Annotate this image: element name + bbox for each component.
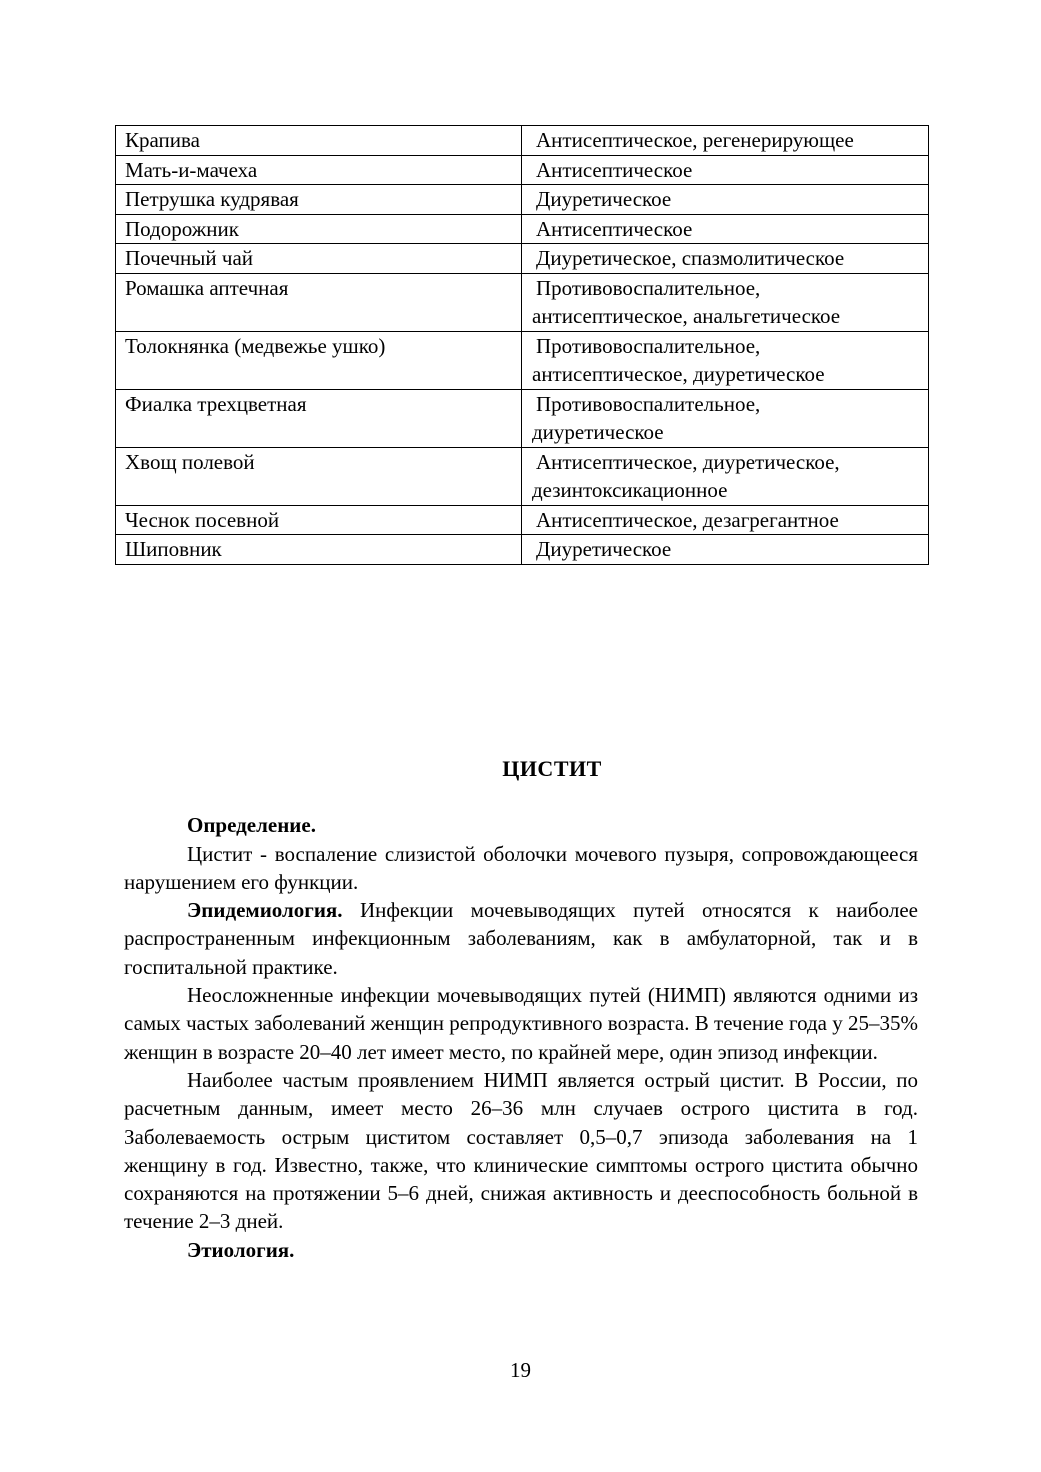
table-row <box>116 331 929 389</box>
table-row <box>116 214 929 244</box>
effect-cell <box>522 155 929 185</box>
effect-text: Противовоспалительное, <box>536 275 761 300</box>
cystitis-paragraph: Наиболее частым проявлением НИМП является острый цистит. В России, по расчетным данным, имеет место 26–36 млн случаев острого цистита в год. Заболеваемость острым циститом составляет 0,5–0,7 эпизода заболевания на 1 женщину в год. Известно, также, что клинические симптомы острого цистита обычно сохраняются на протяжении 5–6 дней, снижая активность и дееспособность больной в течение 2–3 дней. <box>124 1067 918 1234</box>
effect-text-line2: антисептическое, диуретическое <box>532 362 825 386</box>
effect-text: Противовоспалительное, <box>536 391 761 416</box>
table-row <box>116 447 929 505</box>
page-number: 19 <box>510 1358 531 1382</box>
effect-text-line2: дезинтоксикационное <box>532 478 728 502</box>
plant-cell: Ромашка аптечная <box>116 273 522 331</box>
plant-cell: Крапива <box>116 126 522 156</box>
effect-text: Диуретическое, спазмолитическое <box>536 246 845 270</box>
plant-cell: Почечный чай <box>116 244 522 274</box>
effect-cell <box>522 244 929 274</box>
effect-text: Антисептическое, диуретическое, <box>536 449 840 474</box>
plant-cell: Фиалка трехцветная <box>116 389 522 447</box>
effect-cell <box>522 447 929 505</box>
effect-cell <box>522 214 929 244</box>
effect-text: Антисептическое <box>536 157 693 182</box>
effect-cell <box>522 389 929 447</box>
effect-text: Диуретическое <box>536 537 672 561</box>
effect-cell <box>522 273 929 331</box>
plant-cell: Шиповник <box>116 535 522 565</box>
effect-cell <box>522 126 929 156</box>
table-row <box>116 155 929 185</box>
table-row <box>116 244 929 274</box>
plant-cell: Мать-и-мачеха <box>116 155 522 185</box>
plant-cell: Толокнянка (медвежье ушко) <box>116 331 522 389</box>
table-row <box>116 505 929 535</box>
herbs-table <box>115 125 929 565</box>
effect-cell <box>522 331 929 389</box>
effect-cell <box>522 185 929 215</box>
epidemiology-paragraph <box>124 896 918 981</box>
effect-text: Противовоспалительное, <box>536 333 761 358</box>
table-row <box>116 389 929 447</box>
plant-cell: Хвощ полевой <box>116 447 522 505</box>
table-row <box>116 185 929 215</box>
effect-text: Антисептическое <box>536 216 693 241</box>
section-title: ЦИСТИТ <box>502 756 602 781</box>
definition-heading: Определение. <box>187 813 316 838</box>
plant-cell: Петрушка кудрявая <box>116 185 522 215</box>
effect-text: Диуретическое <box>536 187 672 211</box>
section-content <box>124 755 918 1264</box>
plant-cell: Чеснок посевной <box>116 505 522 535</box>
effect-cell <box>522 535 929 565</box>
epidemiology-text: Инфекции мочевыводящих путей относятся к наиболее распространенным инфекционным заболеваниям, как в амбулаторной, так и в госпитальной практике. <box>124 898 918 979</box>
effect-text-line2: антисептическое, анальгетическое <box>532 304 841 328</box>
nimp-paragraph: Неосложненные инфекции мочевыводящих путей (НИМП) являются одними из самых частых заболеваний женщин репродуктивного возраста. В течение года у 25–35% женщин в возрасте 20–40 лет имеет место, по крайней мере, один эпизод инфекции. <box>124 983 918 1064</box>
table-row <box>116 535 929 565</box>
definition-paragraph: Цистит - воспаление слизистой оболочки мочевого пузыря, сопровождающееся нарушением его функции. <box>124 841 918 894</box>
effect-text-line2: диуретическое <box>532 420 664 444</box>
effect-text: Антисептическое, регенерирующее <box>536 128 854 152</box>
table-row <box>116 126 929 156</box>
etiology-heading: Этиология. <box>187 1237 295 1262</box>
epidemiology-heading: Эпидемиология. <box>187 898 343 923</box>
effect-cell <box>522 505 929 535</box>
plant-cell: Подорожник <box>116 214 522 244</box>
effect-text: Антисептическое, дезагрегантное <box>536 507 839 532</box>
table-row <box>116 273 929 331</box>
